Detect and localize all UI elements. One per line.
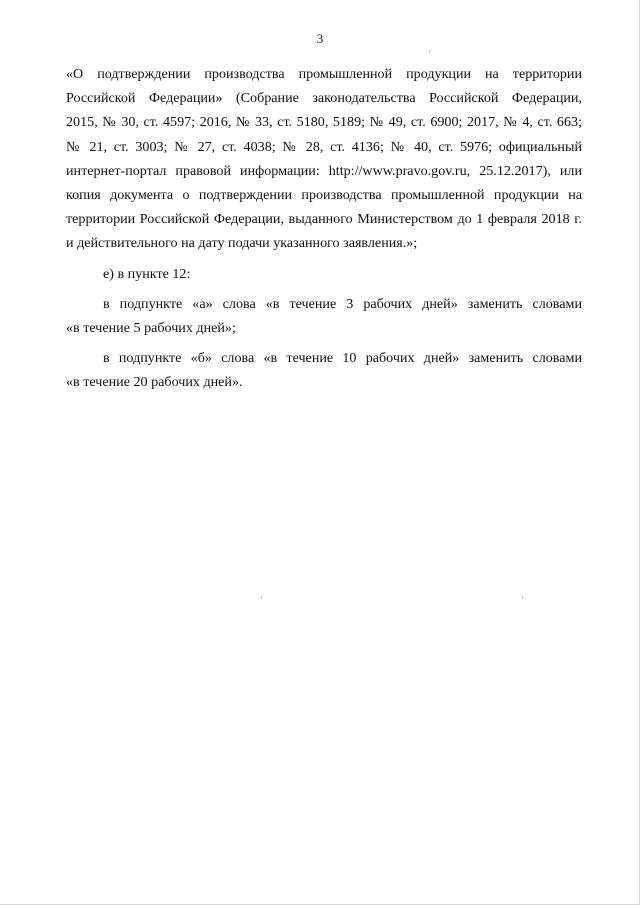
text-line: в подпункте «б» слова «в течение 10 рабочих дней» заменить словами [103,350,582,367]
paragraph-subitem-a [66,292,582,340]
scan-speck [522,596,523,599]
page-number: 3 [316,31,324,46]
body-text [66,62,582,395]
paragraph-subitem-b [66,346,582,394]
text-line: «в течение 5 рабочих дней»; [66,320,236,337]
text-line: «О подтверждении производства промышленной продукции на территории [66,66,582,82]
text-line: 2015, № 30, ст. 4597; 2016, № 33, ст. 5180, 5189; № 49, ст. 6900; 2017, № 4, ст. 663; [66,114,582,131]
text-line: и действительного на дату подачи указанного заявления.»; [66,235,418,252]
text-line: е) в пункте 12: [103,265,191,282]
text-line: Российской Федерации» (Собрание законодательства Российской Федерации, [66,90,582,107]
scan-speck [429,50,430,53]
text-line: в подпункте «а» слова «в течение 3 рабочих дней» заменить словами [103,295,582,312]
text-line: интернет-портал правовой информации: http://www.pravo.gov.ru, 25.12.2017), или [66,162,582,179]
paragraph-item-e [66,262,582,286]
paragraph-continuation [66,62,582,256]
scan-speck [261,596,262,599]
text-line: № 21, ст. 3003; № 27, ст. 4038; № 28, ст. 4136; № 40, ст. 5976; официальный [66,138,582,155]
text-line: копия документа о подтверждении производства промышленной продукции на [66,187,582,204]
text-line: территории Российской Федерации, выданного Министерством до 1 февраля 2018 г. [66,211,582,228]
text-line: «в течение 20 рабочих дней». [66,374,243,391]
